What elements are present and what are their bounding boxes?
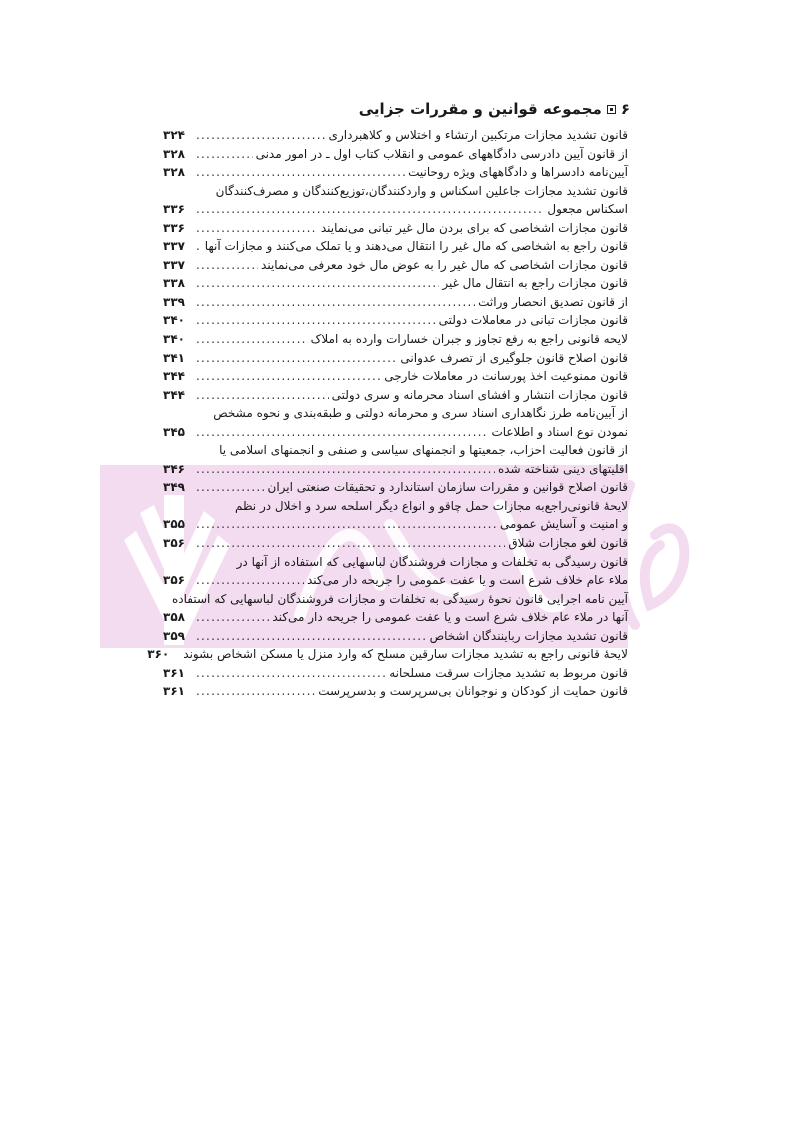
dot-leader (196, 349, 397, 368)
toc-entry[interactable] (147, 645, 628, 664)
toc-entry-title: قانون تشدید مجازات جاعلین اسکناس و واردکنندگان،توزیع‌کنندگان و مصرف‌کنندگان (215, 183, 628, 198)
toc-entry-title: آنها در ملاء عام خلاف شرع است و یا عفت عمومی را جریحه دار می‌کند (272, 610, 628, 625)
toc-page-number: ۳۴۴ (163, 369, 185, 384)
toc-entry[interactable] (163, 330, 628, 349)
toc-page-number: ۳۶۱ (163, 684, 185, 699)
dot-leader (196, 219, 318, 238)
toc-entry[interactable] (163, 219, 628, 238)
toc-entry[interactable] (163, 441, 628, 460)
dot-leader (196, 274, 439, 293)
toc-page-number: ۳۴۵ (163, 424, 185, 439)
dot-leader (196, 460, 495, 479)
dot-leader (196, 311, 436, 330)
toc-page-number: ۳۴۴ (163, 387, 185, 402)
dot-leader (196, 571, 304, 590)
toc-page-number: ۳۳۸ (163, 276, 185, 291)
toc-entry[interactable] (163, 256, 628, 275)
toc-page-number: ۳۴۰ (163, 313, 185, 328)
toc-entry-title: آیین نامه اجرایی قانون نحوهٔ رسیدگی به تخلفات و مجازات فروشندگان لباسهایی که استفاده (172, 591, 628, 606)
toc-entry[interactable] (163, 460, 628, 479)
dot-leader (196, 515, 497, 534)
page-number: ۶ (620, 100, 630, 118)
toc-entry[interactable] (163, 423, 628, 442)
toc-page-number: ۳۴۹ (163, 480, 185, 495)
toc-entry-title: و امنیت و آسایش عمومی (499, 517, 628, 532)
square-bullet-icon (607, 105, 616, 114)
toc-page-number: ۳۳۷ (163, 257, 185, 272)
table-of-contents (147, 126, 628, 701)
toc-entry-title: از قانون تصدیق انحصار وراثت (478, 294, 628, 309)
dot-leader (196, 256, 258, 275)
toc-entry[interactable] (163, 293, 628, 312)
toc-entry-title: آیین‌نامه دادسراها و دادگاههای ویژه روحانیت (408, 165, 628, 180)
toc-entry-title: از قانون فعالیت احزاب، جمعیتها و انجمنهای سیاسی و صنفی و انجمنهای اسلامی یا (219, 443, 628, 458)
toc-entry[interactable] (163, 627, 628, 646)
toc-entry-title: قانون مجازات انتشار و افشای اسناد محرمانه و سری دولتی (331, 387, 628, 402)
toc-entry-title: قانون مجازات اشخاصی که برای بردن مال غیر تبانی می‌نمایند (320, 220, 628, 235)
toc-entry-title: قانون حمایت از کودکان و نوجوانان بی‌سرپرست و بدسرپرست (318, 684, 628, 699)
toc-entry[interactable] (163, 590, 628, 609)
dot-leader (196, 126, 326, 145)
toc-entry-title: قانون مجازات راجع به انتقال مال غیر (442, 276, 628, 291)
toc-page-number: ۳۴۰ (163, 332, 185, 347)
toc-page-number: ۳۵۹ (163, 628, 185, 643)
toc-entry-title: قانون راجع به اشخاصی که مال غیر را انتقال می‌دهند و یا تملک می‌کنند و مجازات آنها (204, 239, 628, 254)
toc-entry[interactable] (163, 608, 628, 627)
toc-entry-title: قانون تشدید مجازات رباینندگان اشخاص (429, 628, 628, 643)
dot-leader (196, 163, 405, 182)
book-title: مجموعه قوانین و مقررات جزایی (358, 100, 602, 118)
dot-leader (196, 627, 427, 646)
toc-page-number: ۳۲۸ (163, 165, 185, 180)
dot-leader (196, 293, 475, 312)
toc-entry[interactable] (163, 497, 628, 516)
dot-leader (196, 478, 265, 497)
toc-page-number: ۳۲۸ (163, 146, 185, 161)
toc-page-number: ۳۵۶ (163, 573, 185, 588)
toc-entry-title: لایحهٔ قانونی راجع به تشدید مجازات سارقین مسلح که وارد منزل یا مسکن اشخاص بشوند (183, 647, 628, 662)
toc-entry-title: قانون مربوط به تشدید مجازات سرقت مسلحانه (389, 665, 628, 680)
dot-leader (196, 534, 505, 553)
toc-entry[interactable] (163, 182, 628, 201)
toc-entry[interactable] (163, 571, 628, 590)
toc-entry-title: نمودن نوع اسناد و اطلاعات (491, 424, 628, 439)
toc-entry-title: از قانون آیین دادرسی دادگاههای عمومی و انقلاب کتاب اول ـ در امور مدنی (255, 146, 628, 161)
toc-entry[interactable] (163, 163, 628, 182)
toc-page-number: ۳۲۴ (163, 128, 185, 142)
toc-entry-title: اقلیتهای دینی شناخته شده (497, 461, 628, 476)
toc-entry[interactable] (163, 664, 628, 683)
dot-leader (196, 423, 488, 442)
toc-page-number: ۳۵۵ (163, 517, 185, 532)
toc-page-number: ۳۵۶ (163, 536, 185, 551)
toc-entry-title: اسکناس مجعول (547, 202, 628, 217)
dot-leader (196, 200, 544, 219)
toc-entry[interactable] (163, 126, 628, 145)
dot-leader (196, 367, 381, 386)
toc-entry-title: ملاء عام خلاف شرع است و یا عفت عمومی را جریحه دار می‌کند (306, 573, 628, 588)
toc-entry-title: قانون اصلاح قوانین و مقررات سازمان استاندارد و تحقیقات صنعتی ایران (267, 480, 628, 495)
toc-entry-title: از آیین‌نامه طرز نگاهداری اسناد سری و محرمانه دولتی و طبقه‌بندی و نحوه مشخص (213, 406, 628, 421)
dot-leader (196, 330, 308, 349)
toc-entry[interactable] (163, 145, 628, 164)
toc-entry[interactable] (163, 515, 628, 534)
toc-page-number: ۳۶۰ (147, 647, 170, 662)
toc-entry[interactable] (163, 478, 628, 497)
page-header (163, 100, 630, 118)
toc-entry[interactable] (163, 237, 628, 256)
toc-page-number: ۳۳۹ (163, 294, 185, 309)
toc-entry-title: قانون ممنوعیت اخذ پورسانت در معاملات خارجی (384, 369, 628, 384)
toc-entry-title: قانون مجازات تبانی در معاملات دولتی (438, 313, 628, 328)
toc-entry-title: قانون لغو مجازات شلاق (508, 536, 628, 551)
toc-entry-title: قانون رسیدگی به تخلفات و مجازات فروشندگان لباسهایی که استفاده از آنها در (236, 554, 628, 569)
toc-page-number: ۳۳۶ (163, 220, 185, 235)
toc-entry-title: قانون اصلاح قانون جلوگیری از تصرف عدوانی (400, 350, 628, 365)
toc-entry[interactable] (163, 274, 628, 293)
toc-entry-title: قانون تشدید مجازات مرتکبین ارتشاء و اختلاس و کلاهبرداری (328, 128, 628, 142)
toc-page-number: ۳۴۶ (163, 461, 185, 476)
dot-leader (196, 682, 315, 701)
toc-entry[interactable] (163, 349, 628, 368)
dot-leader (196, 386, 329, 405)
dot-leader (196, 145, 253, 164)
toc-entry[interactable] (163, 367, 628, 386)
toc-page-number: ۳۴۱ (163, 350, 185, 365)
toc-entry[interactable] (163, 404, 628, 423)
toc-entry[interactable] (163, 553, 628, 572)
toc-entry[interactable] (163, 682, 628, 701)
toc-page-number: ۳۳۶ (163, 202, 185, 217)
toc-page-number: ۳۵۸ (163, 610, 185, 625)
dot-leader (196, 237, 202, 256)
toc-entry[interactable] (163, 200, 628, 219)
dot-leader (196, 608, 269, 627)
toc-entry-title: قانون مجازات اشخاصی که مال غیر را به عوض مال خود معرفی می‌نمایند (261, 257, 628, 272)
dot-leader (196, 664, 386, 683)
toc-entry[interactable] (163, 311, 628, 330)
toc-entry-title: لایحه قانونی راجع به رفع تجاوز و جبران خسارات وارده به املاک (310, 332, 628, 347)
toc-page-number: ۳۶۱ (163, 665, 185, 680)
toc-entry[interactable] (163, 534, 628, 553)
toc-page-number: ۳۳۷ (163, 239, 185, 254)
toc-entry[interactable] (163, 386, 628, 405)
toc-entry-title: لایحهٔ قانونی‌راجع‌به مجازات حمل چاقو و انواع دیگر اسلحه سرد و اخلال در نظم (234, 498, 628, 513)
